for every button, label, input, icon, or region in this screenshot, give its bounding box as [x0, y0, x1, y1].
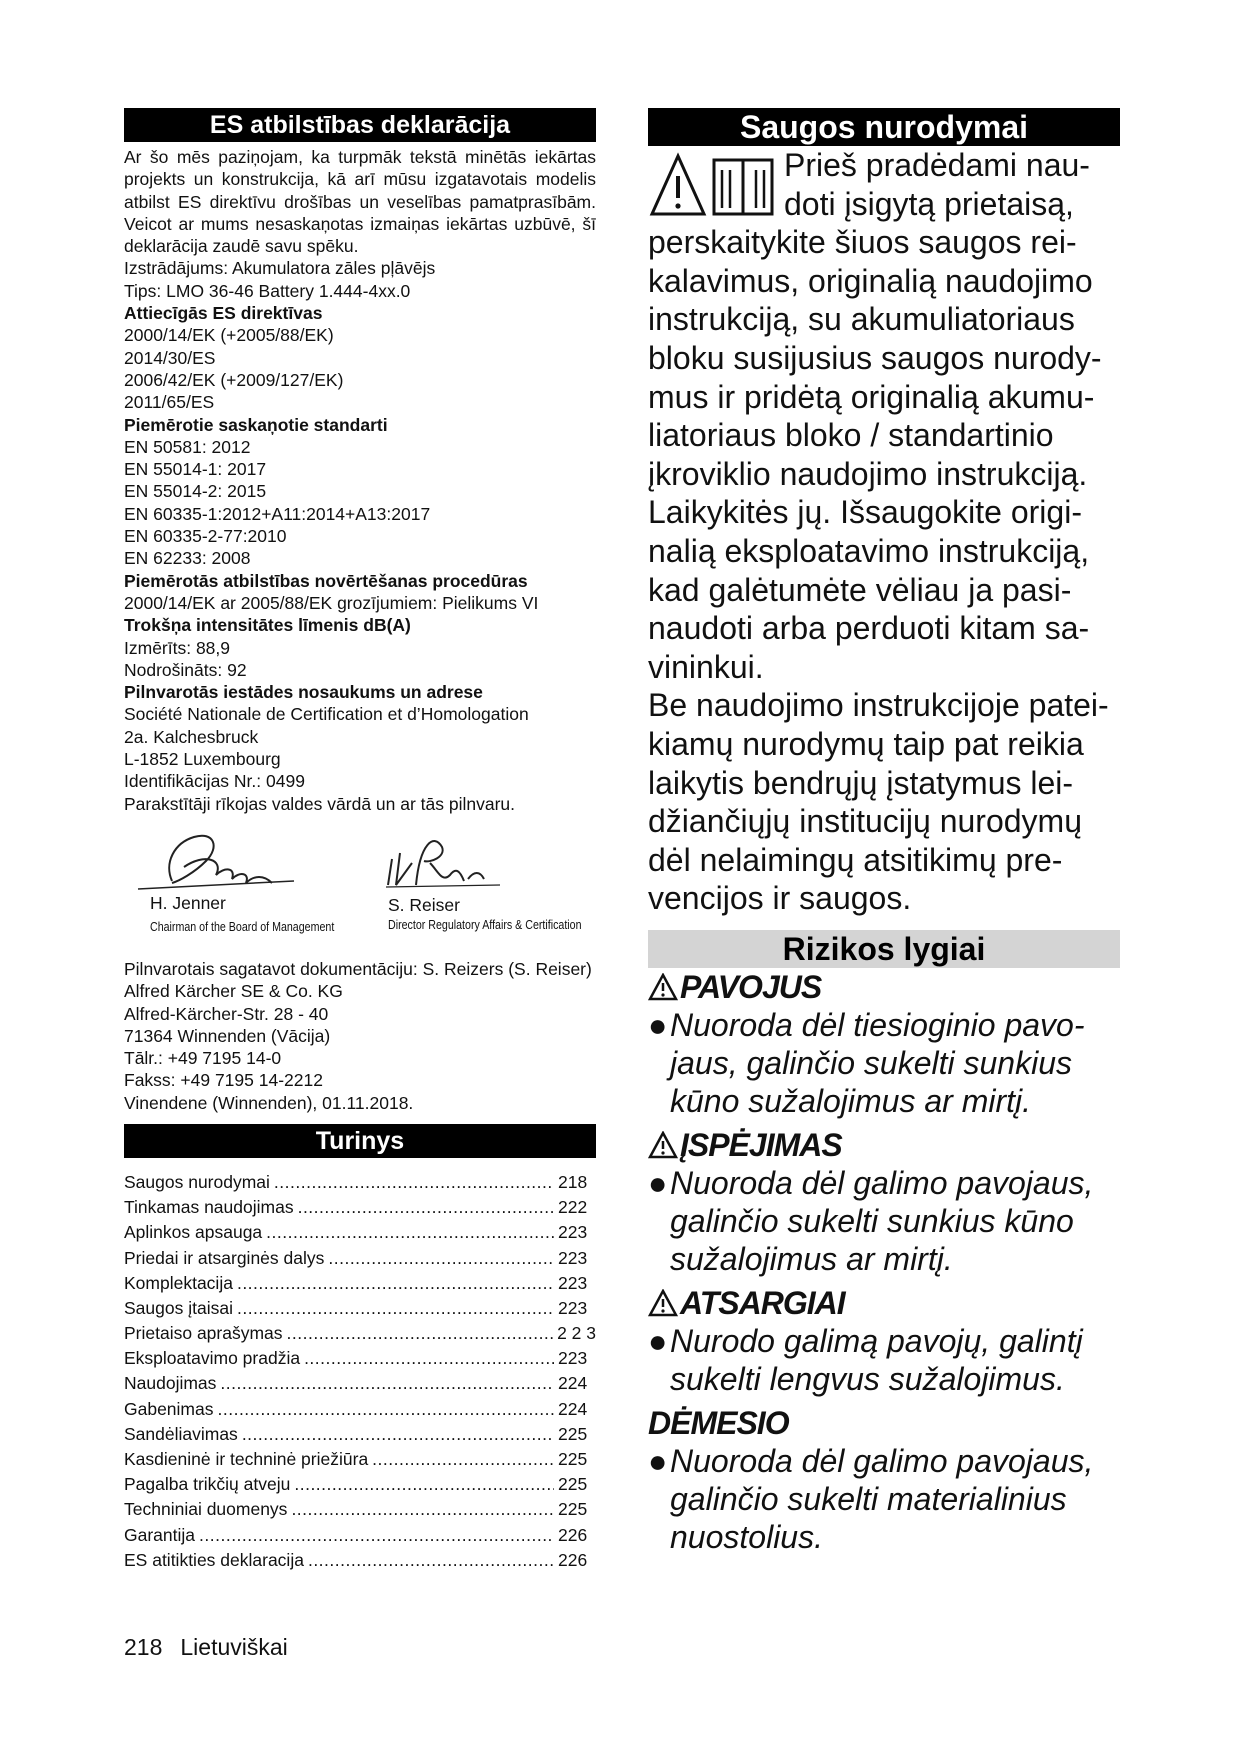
- authorized-line: Pilnvarotais sagatavot dokumentāciju: S. Reizers (S. Reiser): [124, 958, 592, 979]
- signer-1-name: H. Jenner: [150, 892, 226, 913]
- notified-body-line: Parakstītāji rīkojas valdes vārdā un ar tās pilnvaru.: [124, 793, 516, 814]
- signer-1-title: Chairman of the Board of Management: [150, 918, 335, 934]
- safety-line: dėl nelaimingų atsitikimų pre-: [648, 841, 1063, 878]
- safety-line: bloku susijusius saugos nurody-: [648, 339, 1102, 376]
- toc-item[interactable]: Priedai ir atsarginės dalys ..... 223: [124, 1246, 596, 1271]
- risk-warning-title: ĮSPĖJIMAS: [648, 1126, 1120, 1164]
- authorized-line: Vinendene (Winnenden), 01.11.2018.: [124, 1092, 414, 1113]
- toc-item[interactable]: Saugos įtaisai ..... 223: [124, 1296, 596, 1321]
- safety-line: džiančiųjų institucijų nurodymų: [648, 803, 1082, 840]
- signature-jenner-icon: [124, 823, 596, 903]
- toc-item[interactable]: Aplinkos apsauga ..... 223: [124, 1220, 596, 1245]
- safety-line: kiamų nurodymų taip pat reikia: [648, 725, 1084, 762]
- toc-item[interactable]: Sandėliavimas ..... 225: [124, 1422, 596, 1447]
- signer-2-title: Director Regulatory Affairs & Certification: [388, 916, 582, 932]
- safety-line: Prieš pradėdami nau-: [784, 147, 1090, 183]
- risk-warning-text: ● Nuoroda dėl galimo pavojaus, galinčio sukelti sunkius kūno sužalojimus ar mirtį.: [648, 1164, 1094, 1277]
- right-column: [648, 108, 1120, 1556]
- risk-levels-title: Rizikos lygiai: [648, 930, 1120, 968]
- standard-item: EN 50581: 2012: [124, 436, 251, 457]
- page-footer: [124, 1634, 306, 1661]
- directive-item: 2000/14/EK (+2005/88/EK): [124, 325, 334, 346]
- warning-triangle-icon: [648, 1131, 678, 1159]
- toc-item[interactable]: Techniniai duomenys ..... 225: [124, 1497, 596, 1522]
- safety-line: naudoti arba perduoti kitam sa-: [648, 610, 1090, 647]
- standard-item: EN 60335-2-77:2010: [124, 526, 287, 547]
- safety-line: instrukciją, su akumuliatoriaus: [648, 301, 1075, 338]
- authorized-line: 71364 Winnenden (Vācija): [124, 1025, 331, 1046]
- standard-item: EN 62233: 2008: [124, 548, 251, 569]
- risk-danger-text: ● Nuoroda dėl tiesioginio pavo- jaus, galinčio sukelti sunkius kūno sužalojimus ar mirtį.: [648, 1006, 1085, 1119]
- left-column: [124, 108, 596, 1573]
- safety-line: vencijos ir saugos.: [648, 880, 912, 917]
- warning-manual-icon: [648, 152, 778, 220]
- safety-line: Laikykitės jų. Išsaugokite origi-: [648, 494, 1082, 531]
- toc-item[interactable]: Komplektacija ..... 223: [124, 1271, 596, 1296]
- toc-item[interactable]: Tinkamas naudojimas ..... 222: [124, 1195, 596, 1220]
- risk-caution-title: ATSARGIAI: [648, 1284, 1120, 1322]
- notified-body-line: Identifikācijas Nr.: 0499: [124, 771, 305, 792]
- noise-item: Nodrošināts: 92: [124, 659, 247, 680]
- noise-heading: Trokšņa intensitātes līmenis dB(A): [124, 615, 411, 636]
- table-of-contents: [124, 1170, 596, 1573]
- toc-item[interactable]: Saugos nurodymai ..... 218: [124, 1170, 596, 1195]
- risk-danger-title: PAVOJUS: [648, 968, 1120, 1006]
- directive-item: 2006/42/EK (+2009/127/EK): [124, 369, 344, 390]
- toc-item[interactable]: Eksploatavimo pradžia ..... 223: [124, 1346, 596, 1371]
- authorized-representative: [124, 958, 596, 1114]
- toc-item[interactable]: Naudojimas ..... 224: [124, 1371, 596, 1396]
- authorized-line: Fakss: +49 7195 14-2212: [124, 1070, 323, 1091]
- safety-text: [648, 146, 1120, 918]
- standard-item: EN 55014-2: 2015: [124, 481, 267, 502]
- declaration-title: ES atbilstības deklarācija: [124, 108, 596, 142]
- standards-heading: Piemērotie saskaņotie standarti: [124, 414, 388, 435]
- safety-line: doti įsigytą prietaisą,: [784, 185, 1074, 222]
- standard-item: EN 60335-1:2012+A11:2014+A13:2017: [124, 503, 431, 524]
- safety-title: Saugos nurodymai: [648, 108, 1120, 146]
- safety-line: įkroviklio naudojimo instrukciją.: [648, 455, 1088, 492]
- page-number: 218: [124, 1634, 163, 1660]
- toc-item[interactable]: Pagalba trikčių atveju ..... 225: [124, 1472, 596, 1497]
- standard-item: EN 55014-1: 2017: [124, 459, 267, 480]
- signatures: [124, 823, 596, 958]
- risk-notice-title: DĖMESIO: [648, 1404, 789, 1441]
- safety-line: mus ir pridėtą originalią akumu-: [648, 378, 1095, 415]
- safety-line: kalavimus, originalią naudojimo: [648, 262, 1093, 299]
- notified-body-line: L-1852 Luxembourg: [124, 749, 281, 770]
- warning-triangle-icon: [648, 1289, 678, 1317]
- toc-item[interactable]: Garantija ..... 226: [124, 1523, 596, 1548]
- procedure-heading: Piemērotās atbilstības novērtēšanas procedūras: [124, 570, 528, 591]
- safety-line: vininkui.: [648, 648, 764, 685]
- safety-line: nalią eksploatavimo instrukciją,: [648, 532, 1090, 569]
- risk-notice-text: ● Nuoroda dėl galimo pavojaus, galinčio sukelti materialinius nuostolius.: [648, 1442, 1094, 1555]
- safety-line: liatoriaus bloko / standartinio: [648, 417, 1054, 454]
- directive-item: 2014/30/ES: [124, 347, 216, 368]
- noise-item: Izmērīts: 88,9: [124, 637, 231, 658]
- toc-title: Turinys: [124, 1124, 596, 1158]
- toc-item[interactable]: Gabenimas ..... 224: [124, 1397, 596, 1422]
- safety-line: laikytis bendrųjų įstatymus lei-: [648, 764, 1074, 801]
- risk-caution-text: ● Nurodo galimą pavojų, galintį sukelti lengvus sužalojimus.: [648, 1322, 1083, 1397]
- declaration-body: [124, 146, 596, 815]
- product-line: Izstrādājums: Akumulatora zāles pļāvējs: [124, 258, 436, 279]
- type-line: Tips: LMO 36-46 Battery 1.444-4xx.0: [124, 280, 411, 301]
- notified-body-line: Société Nationale de Certification et d’Homologation: [124, 704, 529, 725]
- toc-item[interactable]: ES atitikties deklaracija ..... 226: [124, 1548, 596, 1573]
- directives-heading: Attiecīgās ES direktīvas: [124, 303, 323, 324]
- directive-item: 2011/65/ES: [124, 392, 215, 413]
- authorized-line: Alfred-Kärcher-Str. 28 - 40: [124, 1003, 329, 1024]
- warning-triangle-icon: [648, 973, 678, 1001]
- notified-body-heading: Pilnvarotās iestādes nosaukums un adrese: [124, 682, 483, 703]
- authorized-line: Alfred Kärcher SE & Co. KG: [124, 981, 343, 1002]
- signer-2-name: S. Reiser: [388, 894, 460, 915]
- safety-line: kad galėtumėte vėliau ja pasi-: [648, 571, 1072, 608]
- authorized-line: Tālr.: +49 7195 14-0: [124, 1048, 282, 1069]
- declaration-intro: Ar šo mēs paziņojam, ka turpmāk tekstā minētās iekārtas projekts un konstrukcija, kā arī mūsu izgatavotais modelis atbilst ES direktīvu drošības un veselības pamatprasībām. Veicot ar mums nesaskaņotas izmaiņas iekārtas uzbūvē, šī deklarācija zaudē savu spēku.: [124, 147, 596, 257]
- notified-body-line: 2a. Kalchesbruck: [124, 726, 259, 747]
- safety-line: Be naudojimo instrukcijoje patei-: [648, 687, 1109, 724]
- language-label: Lietuviškai: [180, 1634, 288, 1660]
- safety-line: perskaitykite šiuos saugos rei-: [648, 224, 1077, 261]
- toc-item[interactable]: Prietaiso aprašymas ..... 2 2 3: [124, 1321, 596, 1346]
- procedure-text: 2000/14/EK ar 2005/88/EK grozījumiem: Pielikums VI: [124, 592, 539, 613]
- toc-item[interactable]: Kasdieninė ir techninė priežiūra ..... 225: [124, 1447, 596, 1472]
